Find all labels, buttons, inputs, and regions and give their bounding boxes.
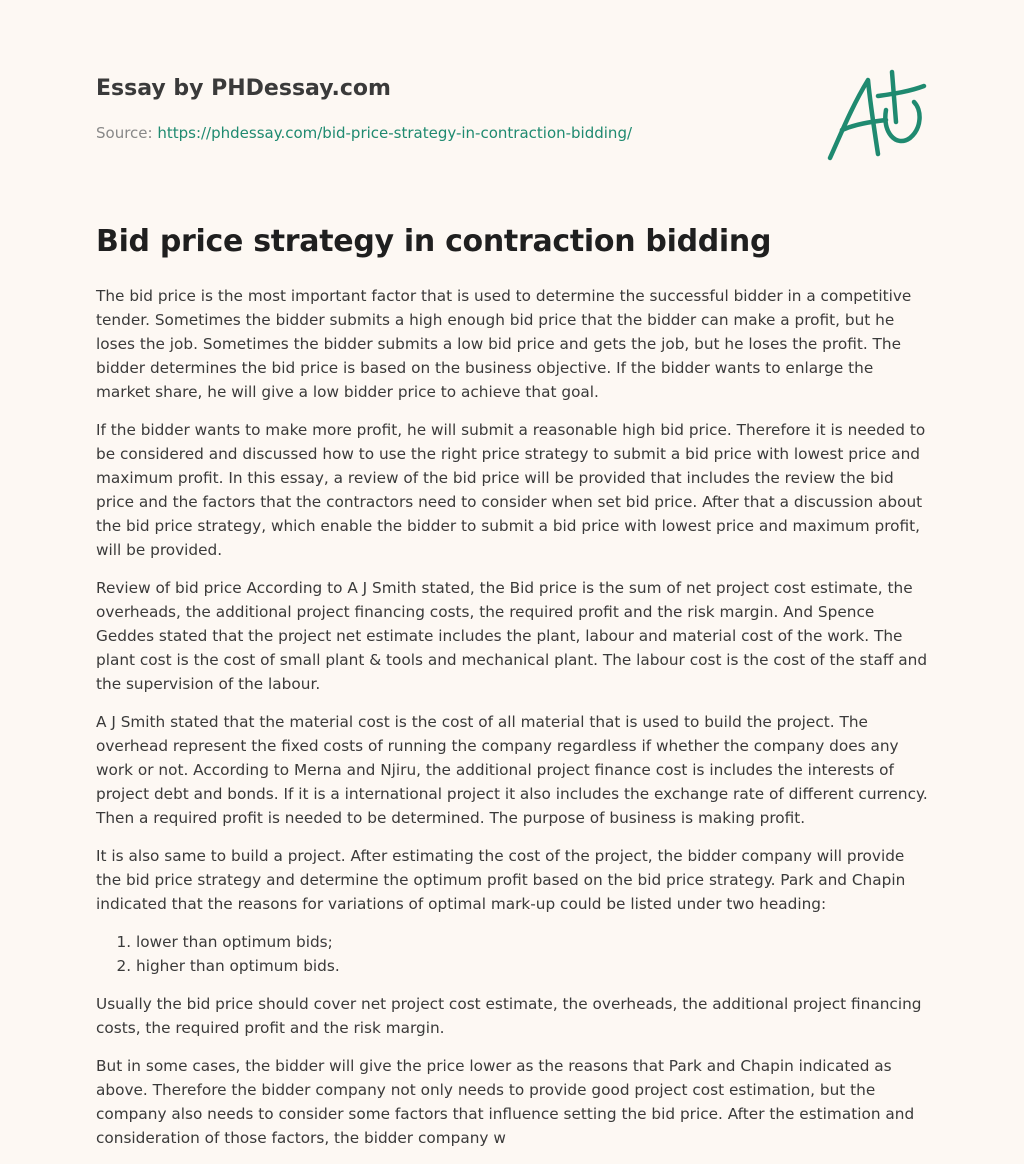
essay-title: Bid price strategy in contraction bidding bbox=[96, 224, 772, 259]
a-plus-logo-icon bbox=[820, 66, 930, 166]
site-brand: Essay by PHDessay.com bbox=[96, 76, 391, 101]
source-link[interactable]: https://phdessay.com/bid-price-strategy-in-contraction-bidding/ bbox=[157, 124, 633, 142]
list-item: 2. higher than optimum bids. bbox=[136, 954, 931, 978]
paragraph: The bid price is the most important factor that is used to determine the successful bidder in a competitive tender. Sometimes the bidder submits a high enough bid price that the bidder can make a profit, but he loses the job. Sometimes the bidder submits a low bid price and gets the job, but he loses the profit. The bidder determines the bid price is based on the business objective. If the bidder wants to enlarge the market share, he will give a low bidder price to achieve that goal. bbox=[96, 287, 912, 401]
essay-body bbox=[96, 284, 931, 1164]
source-label: Source: bbox=[96, 124, 158, 142]
paragraph: A J Smith stated that the material cost is the cost of all material that is used to build the project. The overhead represent the fixed costs of running the company regardless if whether the company does any work or not. According to Merna and Njiru, the additional project finance cost is includes the interests of project debt and bonds. If it is a international project it also includes the exchange rate of different currency. Then a required profit is needed to be determined. The purpose of business is making profit. bbox=[96, 713, 928, 827]
source-line bbox=[96, 124, 632, 142]
paragraph: Review of bid price According to A J Smith stated, the Bid price is the sum of net project cost estimate, the overheads, the additional project financing costs, the required profit and the risk margin. And Spence Geddes stated that the project net estimate includes the plant, labour and material cost of the work. The plant cost is the cost of small plant & tools and mechanical plant. The labour cost is the cost of the staff and the supervision of the labour. bbox=[96, 579, 928, 693]
paragraph: Usually the bid price should cover net project cost estimate, the overheads, the additional project financing costs, the required profit and the risk margin. bbox=[96, 995, 922, 1037]
paragraph: If the bidder wants to make more profit, he will submit a reasonable high bid price. Therefore it is needed to be considered and discussed how to use the right price strategy to submit a bid price with lowest price and maximum profit. In this essay, a review of the bid price will be provided that includes the review the bid price and the factors that the contractors need to consider when set bid price. After that a discussion about the bid price strategy, which enable the bidder to submit a bid price with lowest price and maximum profit, will be provided. bbox=[96, 421, 926, 559]
paragraph: But in some cases, the bidder will give the price lower as the reasons that Park and Chapin indicated as above. Therefore the bidder company not only needs to provide good project cost estimation, but the company also needs to consider some factors that influence setting the bid price. After the estimation and consideration of those factors, the bidder company w bbox=[96, 1057, 915, 1147]
paragraph: It is also same to build a project. After estimating the cost of the project, the bidder company will provide the bid price strategy and determine the optimum profit based on the bid price strategy. Park and Chapin indicated that the reasons for variations of optimal mark-up could be listed under two heading: bbox=[96, 847, 906, 913]
list-item: 1. lower than optimum bids; bbox=[136, 930, 931, 954]
numbered-list bbox=[96, 930, 931, 978]
